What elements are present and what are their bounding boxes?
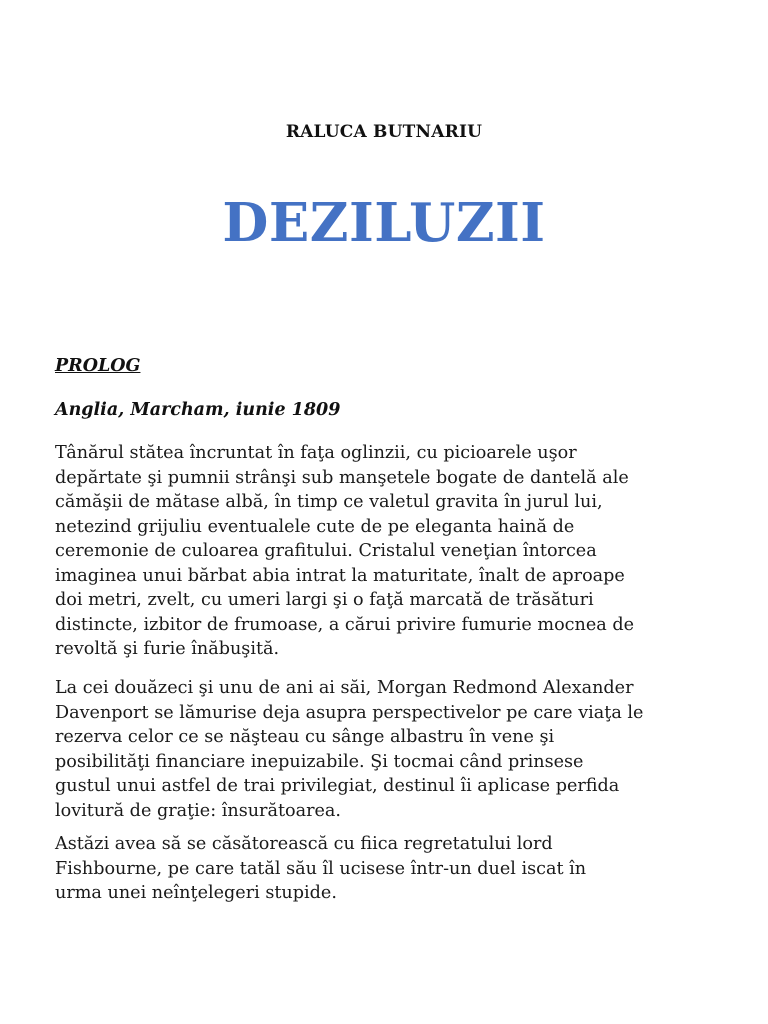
section-heading: PROLOG (55, 356, 141, 376)
author-name: RALUCA BUTNARIU (285, 122, 483, 142)
text-line: imaginea unui bărbat abia intrat la maturitate, înalt de aproape (55, 565, 625, 586)
text-line: netezind grijuliu eventualele cute de pe eleganta haină de (55, 516, 575, 537)
text-line: urma unei neînţelegeri stupide. (55, 883, 337, 903)
text-line: Tânărul stătea încruntat în faţa oglinzii, cu picioarele uşor (55, 443, 577, 463)
text-line: La cei douăzeci şi unu de ani ai săi, Morgan Redmond Alexander (55, 678, 634, 698)
text-line: Astăzi avea să se căsătorească cu fiica regretatului lord (55, 834, 553, 854)
text-line: gustul unui astfel de trai privilegiat, destinul îi aplicase perfida (55, 776, 620, 796)
text-line: rezerva celor ce se năşteau cu sânge albastru în vene şi (55, 727, 555, 747)
text-line: distincte, izbitor de frumoase, a cărui privire fumurie mocnea de (55, 614, 635, 635)
paragraph-1 (55, 441, 723, 662)
paragraph-3 (55, 832, 723, 906)
location-date: Anglia, Marcham, iunie 1809 (55, 400, 341, 420)
text-line: Fishbourne, pe care tatăl său îl ucisese într-un duel iscat în (55, 858, 587, 879)
text-line: posibilităţi financiare inepuizabile. Şi tocmai când prinsese (55, 751, 584, 772)
text-line: Davenport se lămurise deja asupra perspectivelor pe care viaţa le (55, 702, 644, 723)
text-line: doi metri, zvelt, cu umeri largi şi o faţă marcată de trăsături (55, 590, 594, 610)
paragraph-2 (55, 676, 723, 823)
text-line: cămăşii de mătase albă, în timp ce valetul gravita în jurul lui, (55, 492, 603, 512)
text-line: depărtate şi pumnii strânşi sub manşetele bogate de dantelă ale (55, 467, 629, 488)
text-line: revoltă şi furie înăbuşită. (55, 639, 280, 659)
text-line: lovitură de graţie: însurătoarea. (55, 800, 342, 821)
book-title: DEZILUZII (222, 192, 546, 254)
text-line: ceremonie de culoarea grafitului. Cristalul veneţian întorcea (55, 541, 597, 561)
